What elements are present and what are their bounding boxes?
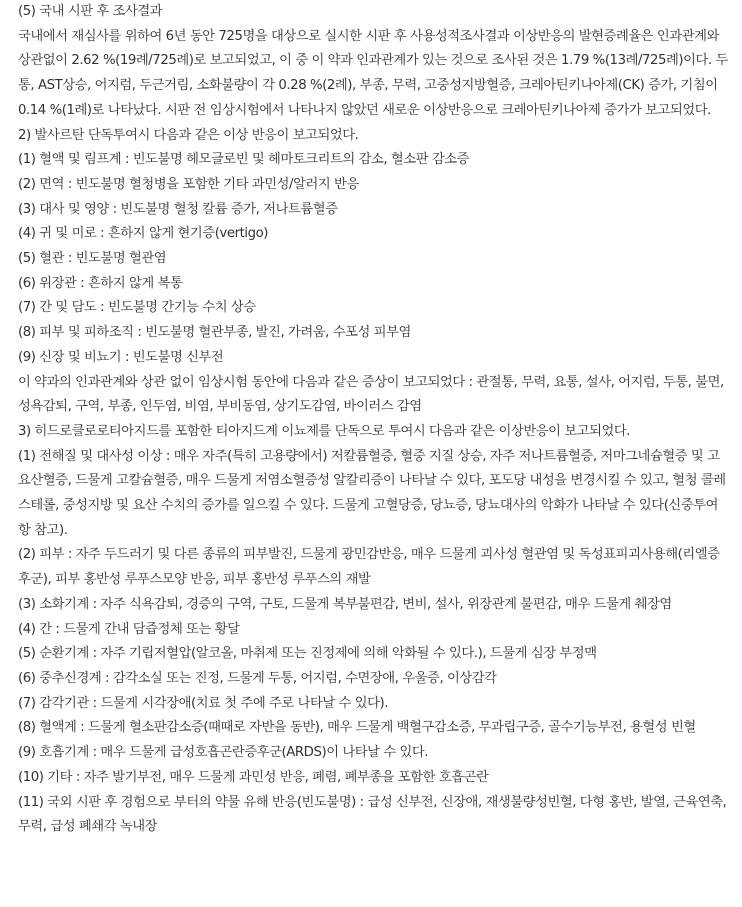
valsartan-item-skin: (8) 피부 및 피하조직 : 빈도불명 혈관부종, 발진, 가려움, 수포성 피부염: [18, 325, 411, 341]
valsartan-item-gastrointestinal: (6) 위장관 : 흔하지 않게 복통: [18, 275, 183, 291]
thiazide-monotherapy-heading: 3) 히드로클로로티아지드를 포함한 티아지드계 이뇨제를 단독으로 투여시 다음과 같은 이상반응이 보고되었다.: [18, 423, 631, 439]
thiazide-item-circulatory: (5) 순환기계 : 자주 기립저혈압(알코올, 마취제 또는 진정제에 의해 악화될 수 있다.), 드물게 심장 부정맥: [18, 646, 597, 662]
valsartan-item-renal: (9) 신장 및 비뇨기 : 빈도불명 신부전: [18, 349, 224, 365]
thiazide-item-post-marketing: (11) 국외 시판 후 경험으로 부터의 약물 유해 반응(빈도불명) : 급성 신부전, 신장애, 재생불량성빈혈, 다형 홍반, 발열, 근육연축, 무력, 급성 폐쇄각 녹내장: [18, 794, 727, 835]
valsartan-item-metabolism: (3) 대사 및 영양 : 빈도불명 혈청 칼륨 증가, 저나트륨혈증: [18, 201, 338, 217]
valsartan-item-blood-lymph: (1) 혈액 및 림프계 : 빈도불명 헤모글로빈 및 헤마토크리트의 감소, 혈소판 감소증: [18, 152, 470, 168]
valsartan-item-immune: (2) 면역 : 빈도불명 혈청병을 포함한 기타 과민성/알러지 반응: [18, 176, 359, 192]
thiazide-item-digestive: (3) 소화기계 : 자주 식욕감퇴, 경증의 구역, 구토, 드물게 복부불편감, 변비, 설사, 위장관계 불편감, 매우 드물게 췌장염: [18, 596, 672, 612]
thiazide-item-sensory: (7) 감각기관 : 드물게 시각장애(치료 첫 주에 주로 나타날 수 있다).: [18, 695, 389, 711]
thiazide-item-electrolyte-metabolic: (1) 전해질 및 대사성 이상 : 매우 자주(특히 고용량에서) 저칼륨혈증, 혈중 지질 상승, 자주 저나트륨혈증, 저마그네슘혈증 및 고요산혈증, 드물게 고칼슘혈증, 매우 드물게 저염소혈증성 알칼리증이 나타날 수 있다, 포도당 내성을 변경시킬 수 있고, 혈청 콜레스테롤, 중성지방 및 요산 수치의 증가를 일으킬 수 있다. 드물게 고혈당증, 당뇨증, 당뇨대사의 악화가 나타날 수 있다(신중투여항 참고).: [18, 448, 726, 538]
thiazide-item-blood: (8) 혈액계 : 드물게 혈소판감소증(때때로 자반을 동반), 매우 드물게 백혈구감소증, 무과립구증, 골수기능부전, 용혈성 빈혈: [18, 720, 696, 736]
section-heading-post-marketing-survey: (5) 국내 시판 후 조사결과: [18, 4, 163, 19]
thiazide-item-respiratory: (9) 호흡기계 : 매우 드물게 급성호흡곤란증후군(ARDS)이 나타날 수 있다.: [18, 745, 429, 761]
valsartan-item-hepatobiliary: (7) 간 및 담도 : 빈도불명 간기능 수치 상승: [18, 300, 256, 316]
thiazide-item-other: (10) 기타 : 자주 발기부전, 매우 드물게 과민성 반응, 폐렴, 폐부종을 포함한 호흡곤란: [18, 769, 489, 785]
thiazide-item-skin: (2) 피부 : 자주 두드러기 및 다른 종류의 피부발진, 드물게 광민감반응, 매우 드물게 괴사성 혈관염 및 독성표피괴사용해(리엘증후군), 피부 홍반성 루푸스모양 반응, 피부 홍반성 루푸스의 재발: [18, 547, 720, 588]
valsartan-monotherapy-heading: 2) 발사르탄 단독투여시 다음과 같은 이상 반응이 보고되었다.: [18, 127, 359, 143]
clinical-trial-symptoms-paragraph: 이 약과의 인과관계와 상관 없이 임상시험 동안에 다음과 같은 증상이 보고되었다 : 관절통, 무력, 요통, 설사, 어지럼, 두통, 불면, 성욕감퇴, 구역, 부종, 인두염, 비염, 부비동염, 상기도감염, 바이러스 감염: [18, 374, 724, 415]
valsartan-item-vascular: (5) 혈관 : 빈도불명 혈관염: [18, 251, 167, 267]
thiazide-item-liver: (4) 간 : 드물게 간내 담즙정체 또는 황달: [18, 621, 240, 637]
thiazide-item-cns: (6) 중추신경계 : 감각소실 또는 진정, 드물게 두통, 어지럼, 수면장애, 우울증, 이상감각: [18, 670, 497, 686]
valsartan-item-ear: (4) 귀 및 미로 : 흔하지 않게 현기증(vertigo): [18, 226, 269, 242]
post-marketing-survey-paragraph: 국내에서 재심사를 위하여 6년 동안 725명을 대상으로 실시한 시판 후 사용성적조사결과 이상반응의 발현증례율은 인과관계와 상관없이 2.62 %(19례/725례)로 보고되었고, 이 중 이 약과 인과관계가 있는 것으로 조사된 것은 1.79 %(13례/725례)이다. 두통, AST상승, 어지럼, 두근거림, 소화불량이 각 0.28 %(2례), 부종, 무력, 고중성지방혈증, 크레아틴키나아제(CK) 증가, 기침이 0.14 %(1례)로 나타났다. 시판 전 임상시험에서 나타나지 않았던 새로운 이상반응으로 크레아틴키나아제 증가가 보고되었다.: [18, 28, 728, 118]
